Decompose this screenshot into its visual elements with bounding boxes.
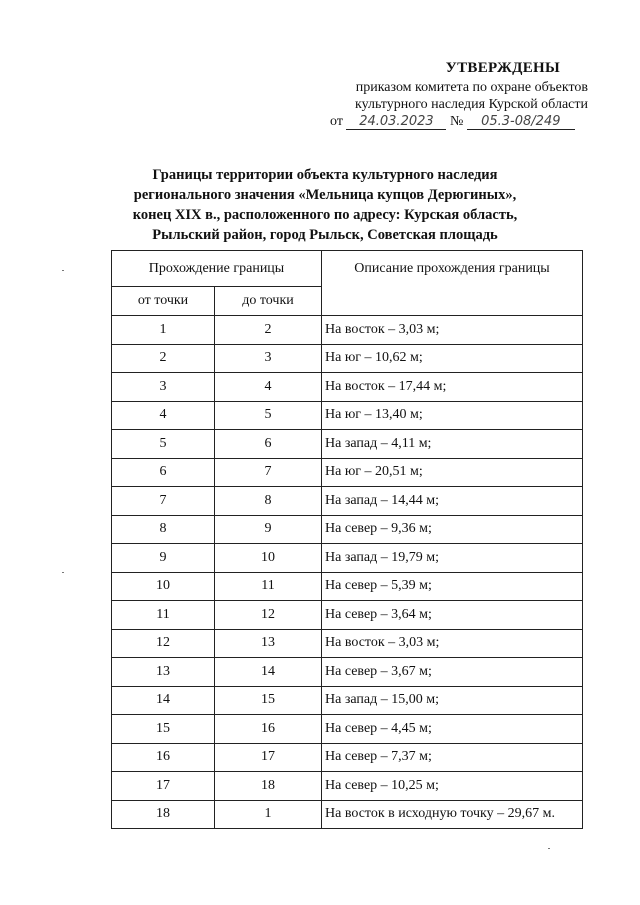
from-point-cell: 12 (112, 629, 215, 658)
from-point-header: от точки (112, 287, 215, 316)
table-row (112, 629, 583, 658)
description-cell: На запад – 4,11 м; (322, 430, 583, 459)
to-point-cell: 16 (215, 715, 322, 744)
from-point-cell: 5 (112, 430, 215, 459)
description-cell: На север – 10,25 м; (322, 772, 583, 801)
to-point-cell: 6 (215, 430, 322, 459)
description-cell: На восток в исходную точку – 29,67 м. (322, 800, 583, 829)
to-point-cell: 11 (215, 572, 322, 601)
description-cell: На север – 3,64 м; (322, 601, 583, 630)
to-point-cell: 10 (215, 544, 322, 573)
handwritten-order-number: 05.3-08/249 (467, 115, 575, 130)
description-header: Описание прохождения границы (322, 251, 583, 316)
to-point-cell: 12 (215, 601, 322, 630)
table-row (112, 601, 583, 630)
to-point-cell: 9 (215, 515, 322, 544)
scan-speck (62, 572, 64, 573)
title-line-1: Границы территории объекта культурного наследия (152, 167, 498, 183)
from-point-cell: 11 (112, 601, 215, 630)
table-row (112, 373, 583, 402)
description-cell: На запад – 14,44 м; (322, 487, 583, 516)
approval-line-2: культурного наследия Курской области (354, 97, 588, 112)
from-point-cell: 13 (112, 658, 215, 687)
table-row (112, 772, 583, 801)
to-point-cell: 1 (215, 800, 322, 829)
description-cell: На север – 7,37 м; (322, 743, 583, 772)
table-row (112, 430, 583, 459)
to-point-header: до точки (215, 287, 322, 316)
table-row (112, 316, 583, 345)
number-sign: № (449, 114, 464, 129)
handwritten-date: 24.03.2023 (346, 115, 446, 130)
from-point-cell: 14 (112, 686, 215, 715)
from-point-cell: 9 (112, 544, 215, 573)
table-row (112, 458, 583, 487)
to-point-cell: 18 (215, 772, 322, 801)
description-cell: На восток – 3,03 м; (322, 316, 583, 345)
approval-heading: УТВЕРЖДЕНЫ (445, 60, 560, 76)
table-row (112, 658, 583, 687)
from-point-cell: 4 (112, 401, 215, 430)
group-header: Прохождение границы (112, 251, 322, 287)
approval-date-line (330, 113, 588, 130)
to-point-cell: 7 (215, 458, 322, 487)
from-point-cell: 2 (112, 344, 215, 373)
from-point-cell: 18 (112, 800, 215, 829)
date-prefix: от (330, 114, 343, 129)
description-cell: На юг – 10,62 м; (322, 344, 583, 373)
to-point-cell: 8 (215, 487, 322, 516)
from-point-cell: 16 (112, 743, 215, 772)
description-cell: На запад – 15,00 м; (322, 686, 583, 715)
table-row (112, 344, 583, 373)
table-row (112, 686, 583, 715)
table-row (112, 515, 583, 544)
table-row (112, 715, 583, 744)
from-point-cell: 6 (112, 458, 215, 487)
to-point-cell: 4 (215, 373, 322, 402)
to-point-cell: 13 (215, 629, 322, 658)
table-row (112, 544, 583, 573)
title-line-3: конец XIX в., расположенного по адресу: Курская область, (132, 207, 518, 223)
from-point-cell: 3 (112, 373, 215, 402)
from-point-cell: 15 (112, 715, 215, 744)
description-cell: На север – 3,67 м; (322, 658, 583, 687)
description-cell: На север – 4,45 м; (322, 715, 583, 744)
table-row (112, 401, 583, 430)
table-row (112, 743, 583, 772)
to-point-cell: 14 (215, 658, 322, 687)
description-cell: На юг – 20,51 м; (322, 458, 583, 487)
scan-speck (548, 848, 550, 849)
to-point-cell: 5 (215, 401, 322, 430)
table-row (112, 800, 583, 829)
from-point-cell: 1 (112, 316, 215, 345)
approval-line-1: приказом комитета по охране объектов (355, 80, 588, 95)
scan-speck (62, 270, 64, 271)
boundary-table (111, 250, 583, 829)
to-point-cell: 15 (215, 686, 322, 715)
document-title (100, 165, 550, 245)
to-point-cell: 17 (215, 743, 322, 772)
to-point-cell: 3 (215, 344, 322, 373)
from-point-cell: 17 (112, 772, 215, 801)
table-row (112, 487, 583, 516)
to-point-cell: 2 (215, 316, 322, 345)
title-line-2: регионального значения «Мельница купцов Дерюгиных», (133, 187, 517, 203)
approval-block (318, 60, 588, 130)
from-point-cell: 7 (112, 487, 215, 516)
title-line-4: Рыльский район, город Рыльск, Советская площадь (152, 227, 498, 243)
description-cell: На восток – 17,44 м; (322, 373, 583, 402)
description-cell: На восток – 3,03 м; (322, 629, 583, 658)
description-cell: На север – 5,39 м; (322, 572, 583, 601)
description-cell: На запад – 19,79 м; (322, 544, 583, 573)
from-point-cell: 8 (112, 515, 215, 544)
table-row (112, 572, 583, 601)
from-point-cell: 10 (112, 572, 215, 601)
description-cell: На юг – 13,40 м; (322, 401, 583, 430)
description-cell: На север – 9,36 м; (322, 515, 583, 544)
